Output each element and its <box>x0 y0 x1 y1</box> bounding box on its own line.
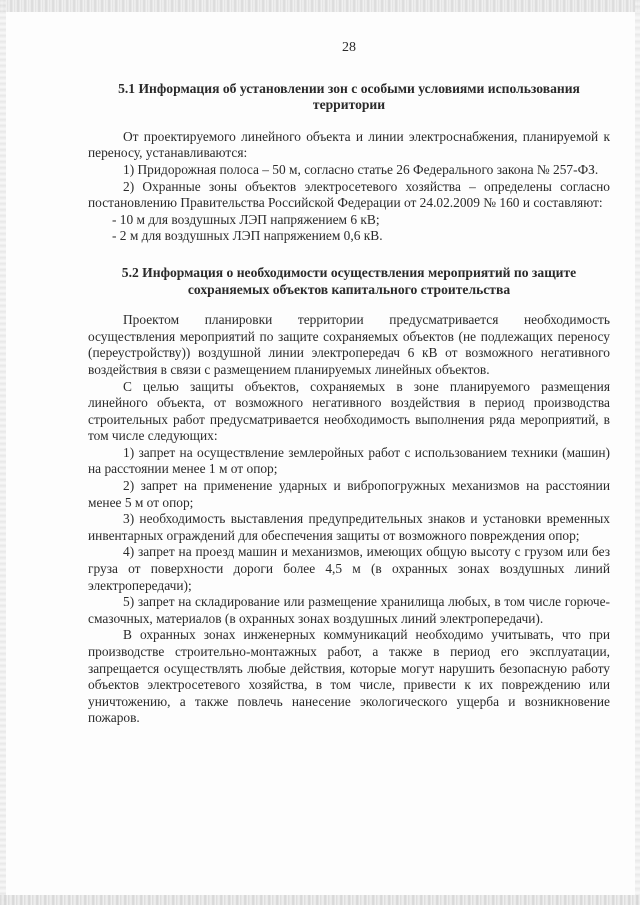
scan-edge-left <box>0 0 6 905</box>
section-heading-5-2: 5.2 Информация о необходимости осуществления мероприятий по защите сохраняемых объектов капитального строительства <box>121 264 577 297</box>
section-heading-5-1: 5.1 Информация об установлении зон с особыми условиями использования территории <box>118 80 580 113</box>
section-5-1-item-2: 2) Охранные зоны объектов электросетевого хозяйства – определены согласно постановлению Правительства Российской Федерации от 24.02.2009 № 160 и составляют: <box>88 178 610 211</box>
section-5-2-paragraph-2: С целью защиты объектов, сохраняемых в зоне планируемого размещения линейного объекта, от возможного негативного воздействия в период производства строительных работ предусматривается необходимость выполнения ряда мероприятий, в том числе следующих: <box>88 378 610 444</box>
section-5-1-dash-2: - 2 м для воздушных ЛЭП напряжением 0,6 кВ. <box>112 228 383 244</box>
section-5-2-paragraph-3: В охранных зонах инженерных коммуникаций необходимо учитывать, что при производстве строительно-монтажных работ, а также в период его эксплуатации, запрещается осуществлять любые действия, которые могут нарушить безопасную работу объектов электросетевого хозяйства, в том числе, привести к их повреждению или уничтожению, а также повлечь нанесение экологического ущерба и возникновение пожаров. <box>88 627 610 726</box>
section-5-1-dash-1: - 10 м для воздушных ЛЭП напряжением 6 кВ; <box>112 211 380 227</box>
section-5-2-item-2: 2) запрет на применение ударных и вибропогружных механизмов на расстоянии менее 5 м от опор; <box>88 478 610 510</box>
scan-edge-right <box>635 0 640 905</box>
scan-edge-top <box>0 0 640 12</box>
section-5-2-item-5: 5) запрет на складирование или размещение хранилища любых, в том числе горюче-смазочных, материалов (в охранных зонах воздушных линий электропередачи). <box>88 594 610 626</box>
section-5-2-item-4: 4) запрет на проезд машин и механизмов, имеющих общую высоту с грузом или без груза от поверхности дороги более 4,5 м (в охранных зонах воздушных линий электропередачи); <box>88 544 610 593</box>
scan-edge-bottom <box>0 895 640 905</box>
section-5-1-intro: От проектируемого линейного объекта и линии электроснабжения, планируемой к переносу, устанавливаются: <box>88 128 610 161</box>
section-5-2-paragraph-1: Проектом планировки территории предусматривается необходимость осуществления мероприятий по защите сохраняемых объектов (не подлежащих переносу (переустройству)) воздушной линии электропередач 6 кВ от возможного негативного воздействия в связи с размещением планируемых линейных объектов. <box>88 312 610 377</box>
section-5-2-item-1: 1) запрет на осуществление землеройных работ с использованием техники (машин) на расстоянии менее 1 м от опор; <box>88 444 610 477</box>
document-body <box>88 40 610 727</box>
section-5-1-item-1: 1) Придорожная полоса – 50 м, согласно статье 26 Федерального закона № 257-ФЗ. <box>123 161 599 177</box>
section-5-2-item-3: 3) необходимость выставления предупредительных знаков и установки временных инвентарных ограждений для обеспечения защиты от возможного повреждения опор; <box>88 511 610 543</box>
page-number: 28 <box>342 40 356 55</box>
